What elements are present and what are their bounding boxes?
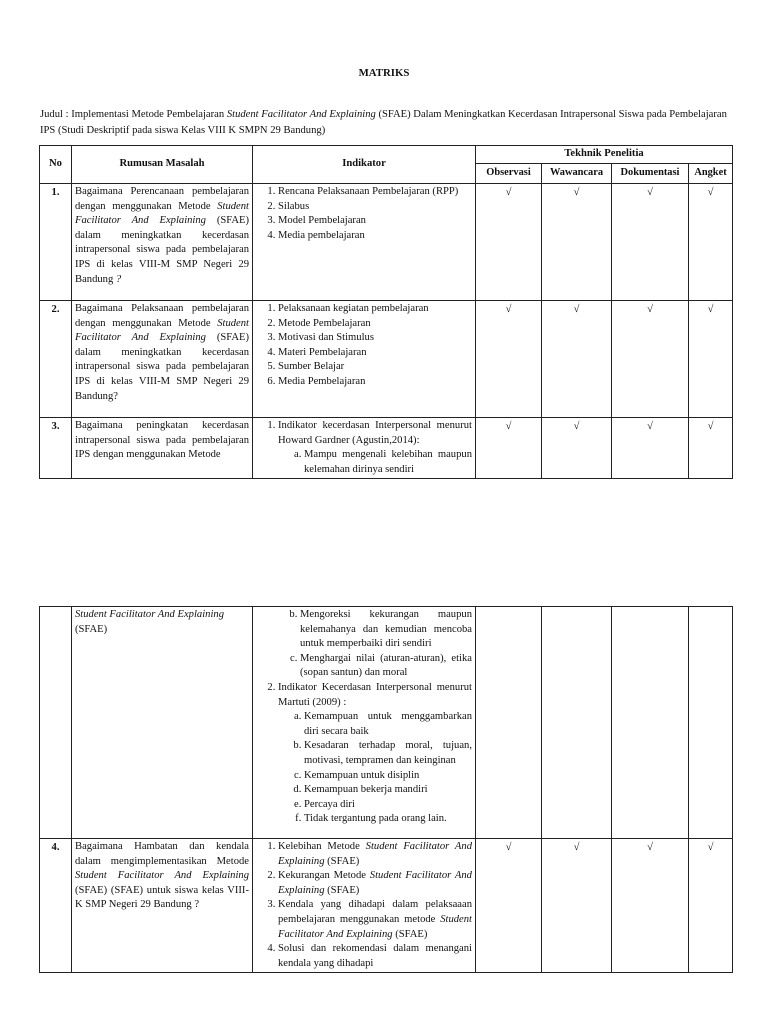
sub-indikator-list: [278, 448, 472, 477]
text-run: (SFAE) dalam meningkatkan kecerdasan intrapersonal siswa pada pembelajaran IPS di kelas VIII-M SMP Negeri 29 Bandung?: [75, 332, 249, 402]
empty-cell: [542, 607, 612, 839]
document-subject: [40, 107, 730, 138]
italic-run: Student Facilitator And Explaining: [75, 870, 249, 882]
list-item: 3. Model Pembelajaran: [278, 214, 472, 229]
check-angket: √: [689, 839, 733, 973]
row-number: 1.: [40, 184, 72, 301]
text-run: Solusi dan rekomendasi dalam menangani kendala yang dihadapi: [278, 943, 472, 969]
indikator-list: [256, 840, 472, 971]
header-observasi: Observasi: [476, 164, 542, 184]
row-number: 4.: [40, 839, 72, 973]
rumusan-text: (SFAE): [75, 623, 108, 635]
empty-cell: [476, 607, 542, 839]
italic-run: ?: [115, 273, 122, 285]
indikator-title: Indikator kecerdasan Interpersonal menurut Howard Gardner (Agustin,2014):: [278, 420, 472, 446]
table-row: [40, 607, 733, 839]
list-item: b. Kesadaran terhadap moral, tujuan, motivasi, tempramen dan keinginan: [304, 739, 472, 768]
table-row: [40, 184, 733, 301]
italic-run: Student Facilitator And Explaining: [75, 317, 249, 344]
check-angket: √: [689, 184, 733, 301]
italic-run: Student Facilitator And Explaining: [278, 913, 472, 940]
list-item: 2. Metode Pembelajaran: [278, 317, 472, 332]
list-item: 5. Sumber Belajar: [278, 360, 472, 375]
list-item: 2. Silabus: [278, 200, 472, 215]
check-wawancara: √: [542, 418, 612, 479]
rumusan-masalah-cell: [72, 607, 253, 839]
check-dokumentasi: √: [612, 301, 689, 418]
rumusan-masalah-cell: [72, 839, 253, 973]
rumusan-masalah-cell: [72, 301, 253, 418]
italic-run: Student Facilitator And Explaining: [75, 200, 249, 227]
row-number: [40, 607, 72, 839]
rumusan-masalah-cell: Bagaimana peningkatan kecerdasan intrapersonal siswa pada pembelajaran IPS dengan menggunakan Metode: [72, 418, 253, 479]
italic-run: Student Facilitator And Explaining: [278, 870, 472, 896]
indikator-list: [256, 681, 472, 827]
row-number: 3.: [40, 418, 72, 479]
header-angket: Angket: [689, 164, 733, 184]
rumusan-text: [75, 186, 249, 285]
judul-suffix: (SFAE) Dalam Meningkatkan Kecerdasan Intrapersonal Siswa pada Pembelajaran IPS (Studi Deskriptif pada siswa Kelas VIII K SMPN 29 Bandung): [40, 109, 727, 136]
list-item: 4. Media pembelajaran: [278, 229, 472, 244]
list-item: [278, 681, 472, 827]
check-wawancara: √: [542, 184, 612, 301]
check-observasi: √: [476, 301, 542, 418]
text-run: (SFAE) (SFAE) untuk siswa kelas VIII-K SMP Negeri 29 Bandung ?: [75, 884, 249, 911]
check-dokumentasi: √: [612, 184, 689, 301]
list-item: 1. Rencana Pelaksanaan Pembelajaran (RPP): [278, 185, 472, 200]
matrix-table-page-1: [39, 145, 733, 479]
rumusan-masalah-cell: [72, 184, 253, 301]
table-row: [40, 301, 733, 418]
list-item: f. Tidak tergantung pada orang lain.: [304, 812, 472, 827]
table-row: [40, 839, 733, 973]
matrix-table-page-2: [39, 606, 733, 973]
check-observasi: √: [476, 418, 542, 479]
rumusan-text: [75, 303, 249, 402]
list-item: 6. Media Pembelajaran: [278, 375, 472, 390]
list-item: [278, 898, 472, 942]
header-no: No: [40, 146, 72, 184]
table-header-row: [40, 146, 733, 164]
text-run: Kendala yang dihadapi dalam pelaksaaan pembelajaran menggunakan metode: [278, 899, 472, 925]
rumusan-text: [75, 841, 249, 910]
text-run: Kekurangan Metode: [278, 870, 370, 882]
indikator-cell: [253, 301, 476, 418]
text-run: (SFAE): [324, 884, 360, 896]
italic-run: Student Facilitator And Explaining: [278, 841, 472, 867]
list-item: a. Mampu mengenali kelebihan maupun kelemahan dirinya sendiri: [304, 448, 472, 477]
document-title: MATRIKS: [358, 67, 410, 79]
indikator-cell: [253, 418, 476, 479]
indikator-cell: [253, 184, 476, 301]
text-run: (SFAE): [392, 928, 428, 940]
empty-cell: [689, 607, 733, 839]
sub-indikator-list: [278, 710, 472, 827]
check-dokumentasi: √: [612, 418, 689, 479]
check-angket: √: [689, 418, 733, 479]
judul-italic: Student Facilitator And Explaining: [226, 109, 376, 120]
list-item: 4. Materi Pembelajaran: [278, 346, 472, 361]
text-run: Bagaimana Perencanaan pembelajaran dengan menggunakan Metode: [75, 186, 249, 212]
list-item: 1. Pelaksanaan kegiatan pembelajaran: [278, 302, 472, 317]
text-run: Bagaimana Hambatan dan kendala dalam mengimplementasikan Metode: [75, 841, 249, 867]
indikator-list: [256, 185, 472, 243]
header-wawancara: Wawancara: [542, 164, 612, 184]
indikator-list: [256, 419, 472, 477]
check-observasi: √: [476, 184, 542, 301]
list-item: c. Menghargai nilai (aturan-aturan), etika (sopan santun) dan moral: [300, 652, 472, 681]
text-run: (SFAE): [324, 855, 360, 867]
list-item: e. Percaya diri: [304, 798, 472, 813]
indikator-cell: [253, 839, 476, 973]
indikator-cell: [253, 607, 476, 839]
text-run: Kelebihan Metode: [278, 841, 366, 852]
check-wawancara: √: [542, 301, 612, 418]
sub-indikator-list: [256, 608, 472, 681]
check-dokumentasi: √: [612, 839, 689, 973]
list-item: d. Kemampuan bekerja mandiri: [304, 783, 472, 798]
check-wawancara: √: [542, 839, 612, 973]
row-number: 2.: [40, 301, 72, 418]
rumusan-italic: Student Facilitator And Explaining: [75, 609, 224, 620]
check-observasi: √: [476, 839, 542, 973]
list-item: [278, 942, 472, 971]
text-run: Bagaimana Pelaksanaan pembelajaran dengan menggunakan Metode: [75, 303, 249, 329]
list-item: b. Mengoreksi kekurangan maupun kelemahanya dan kemudian mencoba untuk memperbaiki diri sendiri: [300, 608, 472, 652]
text-run: (SFAE) dalam meningkatkan kecerdasan intrapersonal siswa pada pembelajaran IPS di kelas VIII-M SMP Negeri 29 Bandung: [75, 215, 249, 285]
header-dokumentasi: Dokumentasi: [612, 164, 689, 184]
judul-prefix: Judul : Implementasi Metode Pembelajaran: [40, 109, 227, 120]
list-item: a. Kemampuan untuk menggambarkan diri secara baik: [304, 710, 472, 739]
list-item: 3. Motivasi dan Stimulus: [278, 331, 472, 346]
indikator-title: Indikator Kecerdasan Interpersonal menurut Martuti (2009) :: [278, 681, 472, 708]
header-indikator: Indikator: [253, 146, 476, 184]
indikator-list: [256, 302, 472, 390]
list-item: [278, 869, 472, 898]
header-rumusan-masalah: Rumusan Masalah: [72, 146, 253, 184]
empty-cell: [612, 607, 689, 839]
check-angket: √: [689, 301, 733, 418]
list-item: [278, 840, 472, 869]
table-row: [40, 418, 733, 479]
header-teknik-penelitian: Tekhnik Penelitia: [476, 146, 733, 164]
list-item: c. Kemampuan untuk disiplin: [304, 769, 472, 784]
list-item: [278, 419, 472, 477]
